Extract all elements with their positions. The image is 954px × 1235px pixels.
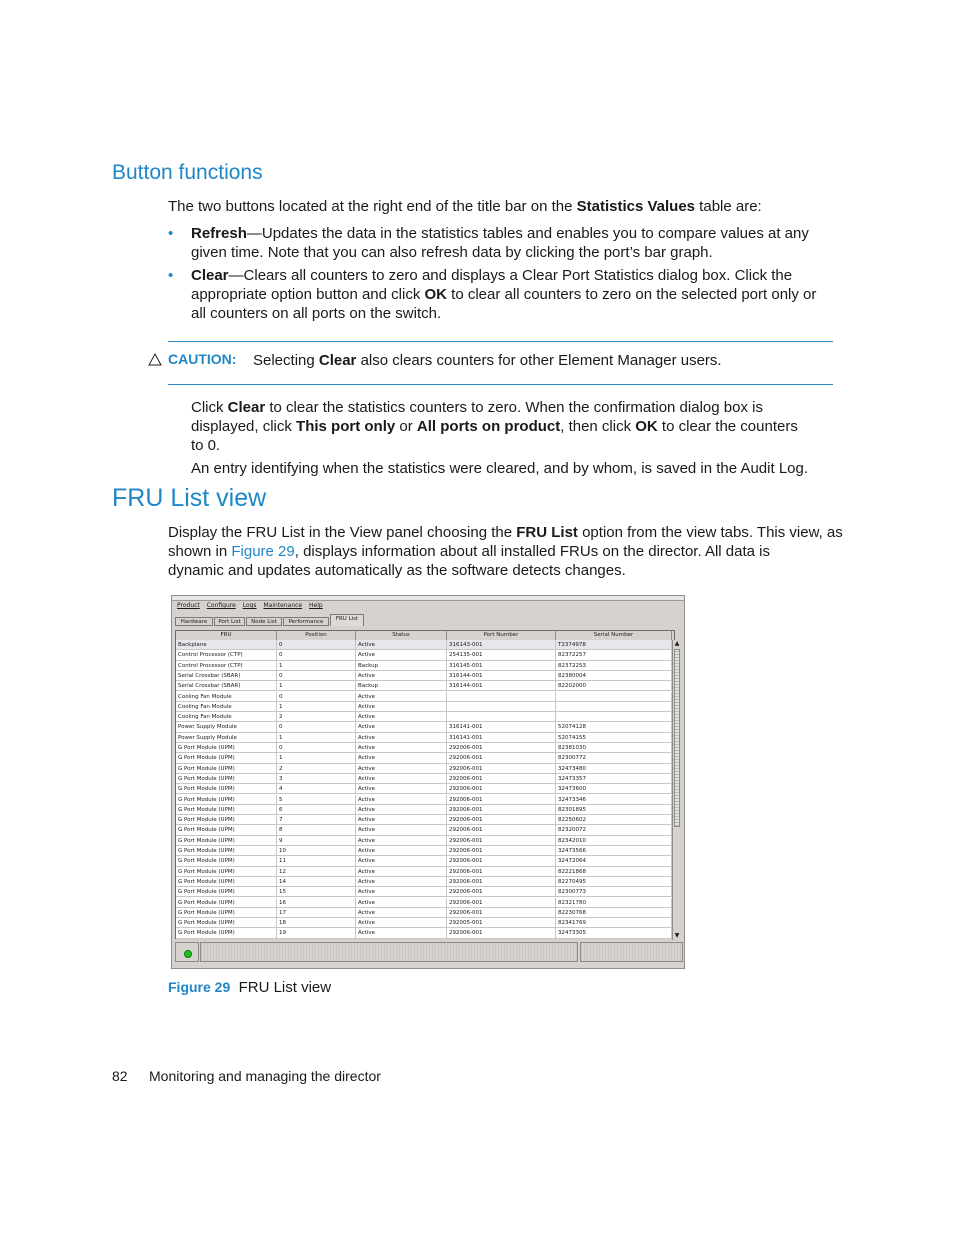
- cell-port-number: 292006-001: [447, 764, 556, 773]
- cell-status: Active: [356, 928, 447, 937]
- status-bar: [175, 942, 683, 964]
- table-row[interactable]: [176, 867, 672, 877]
- click-bold-this-port: This port only: [296, 418, 396, 435]
- cell-serial-number: 32473480: [556, 764, 672, 773]
- cell-port-number: 292006-001: [447, 846, 556, 855]
- cell-status: Active: [356, 640, 447, 649]
- cell-position: 0: [277, 650, 356, 659]
- cell-fru: Backplane: [176, 640, 277, 649]
- column-header-status[interactable]: Status: [356, 631, 447, 640]
- cell-port-number: 292006-001: [447, 825, 556, 834]
- cell-position: 0: [277, 743, 356, 752]
- cell-position: 0: [277, 640, 356, 649]
- cell-fru: G Port Module (UPM): [176, 877, 277, 886]
- cell-position: 9: [277, 836, 356, 845]
- column-header-port-number[interactable]: Port Number: [447, 631, 556, 640]
- cell-position: 18: [277, 918, 356, 927]
- table-row[interactable]: [176, 722, 672, 732]
- cell-position: 0: [277, 671, 356, 680]
- status-extra-cell: [580, 942, 683, 962]
- click-text-f: to clear the counters: [657, 418, 798, 435]
- fru-intro-text-b: option from the view tabs. This view, as: [577, 524, 843, 541]
- caution-text: [253, 351, 722, 370]
- cell-serial-number: 52074128: [556, 722, 672, 731]
- cell-status: Active: [356, 918, 447, 927]
- tab-fru-list[interactable]: FRU List: [330, 614, 364, 626]
- table-row[interactable]: [176, 836, 672, 846]
- cell-fru: G Port Module (UPM): [176, 908, 277, 917]
- cell-status: Active: [356, 846, 447, 855]
- click-text-b: to clear the statistics counters to zero. When the confirmation dialog box is: [265, 399, 763, 416]
- cell-serial-number: 82321780: [556, 898, 672, 907]
- cell-status: Active: [356, 784, 447, 793]
- cell-serial-number: [556, 702, 672, 711]
- cell-port-number: 292006-001: [447, 928, 556, 937]
- figure-caption-label: Figure 29: [168, 979, 231, 995]
- cell-status: Backup: [356, 661, 447, 670]
- cell-position: 1: [277, 661, 356, 670]
- cell-port-number: 292006-001: [447, 743, 556, 752]
- cell-port-number: 292006-001: [447, 908, 556, 917]
- cell-port-number: 316144-001: [447, 681, 556, 690]
- cell-fru: Serial Crossbar (SBAR): [176, 671, 277, 680]
- cell-port-number: 316141-001: [447, 733, 556, 742]
- cell-fru: G Port Module (UPM): [176, 918, 277, 927]
- cell-position: 8: [277, 825, 356, 834]
- tab-port-list[interactable]: Port List: [214, 617, 245, 626]
- cell-port-number: 292006-001: [447, 867, 556, 876]
- cell-position: 7: [277, 815, 356, 824]
- cell-status: Active: [356, 671, 447, 680]
- figure-29-link[interactable]: Figure 29: [231, 543, 295, 560]
- fru-list-screenshot: [171, 595, 685, 969]
- cell-port-number: 292006-001: [447, 784, 556, 793]
- cell-position: 19: [277, 928, 356, 937]
- bullet-dot: •: [168, 225, 174, 242]
- cell-fru: Cooling Fan Module: [176, 692, 277, 701]
- cell-status: Active: [356, 908, 447, 917]
- scroll-up-arrow-icon[interactable]: ▲: [674, 640, 680, 647]
- cell-serial-number: 82221868: [556, 867, 672, 876]
- cell-serial-number: 82372253: [556, 661, 672, 670]
- table-row[interactable]: [176, 774, 672, 784]
- click-text-e: , then click: [560, 418, 636, 435]
- bullet-clear-ok: OK: [424, 286, 447, 303]
- cell-serial-number: 82372257: [556, 650, 672, 659]
- cell-fru: Control Processor (CTP): [176, 650, 277, 659]
- menu-configure[interactable]: Configure: [206, 602, 236, 609]
- cell-port-number: 316143-001: [447, 640, 556, 649]
- cell-status: Backup: [356, 681, 447, 690]
- menu-maintenance[interactable]: Maintenance: [263, 602, 303, 609]
- cell-fru: G Port Module (UPM): [176, 743, 277, 752]
- cell-serial-number: 32473346: [556, 795, 672, 804]
- page-number: 82: [112, 1068, 128, 1084]
- cell-position: 12: [277, 867, 356, 876]
- table-row[interactable]: [176, 764, 672, 774]
- cell-status: Active: [356, 692, 447, 701]
- cell-position: 14: [277, 877, 356, 886]
- cell-serial-number: 82380004: [556, 671, 672, 680]
- cell-port-number: 292006-001: [447, 887, 556, 896]
- fru-intro-text: Display the FRU List in the View panel choosing the: [168, 524, 517, 541]
- cell-position: 0: [277, 692, 356, 701]
- cell-position: 1: [277, 681, 356, 690]
- bullet-clear-text-2: appropriate option button and click: [191, 286, 425, 303]
- table-row[interactable]: [176, 753, 672, 763]
- cell-status: Active: [356, 733, 447, 742]
- click-bold-clear: Clear: [227, 399, 266, 416]
- click-text-g: to 0.: [191, 437, 221, 454]
- cell-serial-number: 82381030: [556, 743, 672, 752]
- cell-serial-number: [556, 692, 672, 701]
- cell-fru: G Port Module (UPM): [176, 795, 277, 804]
- cell-position: 2: [277, 712, 356, 721]
- cell-fru: Control Processor (CTP): [176, 661, 277, 670]
- intro-text: The two buttons located at the right end of the title bar on the: [168, 198, 577, 215]
- cell-serial-number: 82300773: [556, 887, 672, 896]
- cell-position: 17: [277, 908, 356, 917]
- cell-port-number: 292006-001: [447, 898, 556, 907]
- cell-status: Active: [356, 712, 447, 721]
- cell-status: Active: [356, 774, 447, 783]
- cell-serial-number: 52074155: [556, 733, 672, 742]
- cell-port-number: 292005-001: [447, 918, 556, 927]
- menu-help[interactable]: Help: [309, 602, 323, 609]
- column-header-position[interactable]: Position: [277, 631, 356, 640]
- tab-performance[interactable]: Performance: [283, 617, 329, 626]
- cell-fru: Power Supply Module: [176, 733, 277, 742]
- click-bold-all-ports: All ports on product: [416, 418, 561, 435]
- cell-status: Active: [356, 795, 447, 804]
- cell-fru: G Port Module (UPM): [176, 887, 277, 896]
- table-row[interactable]: [176, 815, 672, 825]
- cell-status: Active: [356, 856, 447, 865]
- table-row[interactable]: [176, 640, 672, 650]
- click-clear-paragraph: [191, 398, 841, 455]
- table-row[interactable]: [176, 928, 672, 938]
- table-row[interactable]: [176, 784, 672, 794]
- cell-status: Active: [356, 805, 447, 814]
- table-row[interactable]: [176, 825, 672, 835]
- cell-position: 0: [277, 722, 356, 731]
- bullet-clear-text-3: all counters on all ports on the switch.: [191, 305, 442, 322]
- cell-position: 10: [277, 846, 356, 855]
- cell-fru: Power Supply Module: [176, 722, 277, 731]
- fru-intro-text-e: dynamic and updates automatically as the software detects changes.: [168, 562, 626, 579]
- cell-serial-number: 82202000: [556, 681, 672, 690]
- intro-paragraph: [168, 197, 762, 216]
- cell-port-number: 292006-001: [447, 877, 556, 886]
- cell-port-number: 292006-001: [447, 795, 556, 804]
- table-row[interactable]: [176, 743, 672, 753]
- cell-fru: G Port Module (UPM): [176, 764, 277, 773]
- scroll-down-arrow-icon[interactable]: ▼: [674, 932, 680, 939]
- cell-fru: G Port Module (UPM): [176, 774, 277, 783]
- cell-serial-number: 82342010: [556, 836, 672, 845]
- cell-port-number: 292006-001: [447, 836, 556, 845]
- click-text-c: displayed, click: [191, 418, 297, 435]
- bullet-dot: •: [168, 267, 174, 284]
- cell-position: 11: [277, 856, 356, 865]
- fru-intro-bold: FRU List: [516, 524, 578, 541]
- table-row[interactable]: [176, 733, 672, 743]
- cell-serial-number: [556, 712, 672, 721]
- cell-serial-number: 32473305: [556, 928, 672, 937]
- cell-position: 15: [277, 887, 356, 896]
- table-row[interactable]: [176, 681, 672, 691]
- cell-port-number: 254135-001: [447, 650, 556, 659]
- vertical-scrollbar[interactable]: [672, 640, 681, 940]
- status-message-cell: [200, 942, 578, 962]
- table-row[interactable]: [176, 805, 672, 815]
- cell-serial-number: 82301895: [556, 805, 672, 814]
- table-row[interactable]: [176, 846, 672, 856]
- cell-position: 1: [277, 702, 356, 711]
- table-row[interactable]: [176, 908, 672, 918]
- menu-logs[interactable]: Logs: [242, 602, 257, 609]
- cell-port-number: 316144-001: [447, 671, 556, 680]
- footer-text: Monitoring and managing the director: [149, 1068, 381, 1084]
- table-row[interactable]: [176, 650, 672, 660]
- menu-product[interactable]: Product: [177, 602, 200, 609]
- cell-port-number: 316141-001: [447, 722, 556, 731]
- click-bold-ok: OK: [635, 418, 658, 435]
- cell-position: 5: [277, 795, 356, 804]
- caution-label: CAUTION:: [168, 351, 237, 367]
- cell-fru: G Port Module (UPM): [176, 784, 277, 793]
- cell-port-number: 292006-001: [447, 815, 556, 824]
- cell-status: Active: [356, 815, 447, 824]
- fru-intro-text-d: , displays information about all installed FRUs on the director. All data is: [294, 543, 770, 560]
- intro-text-end: table are:: [695, 198, 762, 215]
- cell-status: Active: [356, 722, 447, 731]
- table-row[interactable]: [176, 692, 672, 702]
- bullet-refresh-term: Refresh: [191, 225, 247, 242]
- cell-status: Active: [356, 753, 447, 762]
- cell-status: Active: [356, 825, 447, 834]
- cell-fru: G Port Module (UPM): [176, 815, 277, 824]
- bullet-clear-text: —Clears all counters to zero and displays a Clear Port Statistics dialog box. Click the: [228, 267, 793, 284]
- caution-text-pre: Selecting: [253, 352, 319, 369]
- table-row[interactable]: [176, 661, 672, 671]
- bullet-clear: [168, 266, 848, 323]
- cell-position: 1: [277, 733, 356, 742]
- cell-fru: G Port Module (UPM): [176, 805, 277, 814]
- cell-status: Active: [356, 702, 447, 711]
- intro-bold: Statistics Values: [576, 198, 696, 215]
- cell-position: 1: [277, 753, 356, 762]
- cell-serial-number: 82230768: [556, 908, 672, 917]
- cell-status: Active: [356, 898, 447, 907]
- green-status-dot-icon: [184, 950, 192, 958]
- cell-serial-number: 32473600: [556, 784, 672, 793]
- warning-triangle-icon: [148, 353, 162, 366]
- cell-serial-number: 82300772: [556, 753, 672, 762]
- caution-top-rule: [168, 341, 833, 342]
- cell-status: Active: [356, 867, 447, 876]
- table-row[interactable]: [176, 795, 672, 805]
- bullet-clear-term: Clear: [191, 267, 229, 284]
- cell-position: 3: [277, 774, 356, 783]
- cell-position: 2: [277, 764, 356, 773]
- cell-fru: Serial Crossbar (SBAR): [176, 681, 277, 690]
- bullet-refresh: [168, 224, 848, 262]
- menu-bar: [172, 600, 684, 612]
- cell-serial-number: 82250602: [556, 815, 672, 824]
- cell-fru: G Port Module (UPM): [176, 928, 277, 937]
- cell-status: Active: [356, 877, 447, 886]
- cell-status: Active: [356, 764, 447, 773]
- audit-log-paragraph: An entry identifying when the statistics were cleared, and by whom, is saved in the Audit Log.: [191, 460, 809, 477]
- fru-intro-text-c: shown in: [168, 543, 232, 560]
- cell-fru: Cooling Fan Module: [176, 702, 277, 711]
- table-row[interactable]: [176, 898, 672, 908]
- cell-serial-number: 32472064: [556, 856, 672, 865]
- fru-intro-paragraph: [168, 523, 848, 580]
- cell-fru: G Port Module (UPM): [176, 898, 277, 907]
- cell-serial-number: 82270495: [556, 877, 672, 886]
- figure-caption-text: FRU List view: [238, 979, 332, 996]
- figure-caption: [168, 979, 331, 996]
- cell-serial-number: 32473357: [556, 774, 672, 783]
- cell-fru: G Port Module (UPM): [176, 825, 277, 834]
- bullet-refresh-text: —Updates the data in the statistics tables and enables you to compare values at any: [246, 225, 809, 242]
- click-text: Click: [191, 399, 228, 416]
- cell-port-number: 292006-001: [447, 856, 556, 865]
- table-row[interactable]: [176, 877, 672, 887]
- cell-fru: G Port Module (UPM): [176, 856, 277, 865]
- cell-status: Active: [356, 836, 447, 845]
- cell-port-number: [447, 712, 556, 721]
- cell-position: 16: [277, 898, 356, 907]
- cell-status: Active: [356, 743, 447, 752]
- click-text-d: or: [395, 418, 417, 435]
- table-row[interactable]: [176, 671, 672, 681]
- caution-bold: Clear: [318, 352, 357, 369]
- section-heading-fru-list-view: FRU List view: [112, 484, 267, 512]
- cell-port-number: [447, 692, 556, 701]
- bullet-clear-text-2b: to clear all counters to zero on the selected port only or: [447, 286, 817, 303]
- status-indicator-cell: [175, 942, 199, 962]
- cell-fru: G Port Module (UPM): [176, 753, 277, 762]
- table-row[interactable]: [176, 712, 672, 722]
- fru-table: [175, 630, 680, 939]
- tab-hardware[interactable]: Hardware: [175, 617, 213, 626]
- cell-position: 4: [277, 784, 356, 793]
- cell-port-number: [447, 702, 556, 711]
- section-heading-button-functions: Button functions: [112, 161, 263, 184]
- cell-port-number: 292006-001: [447, 805, 556, 814]
- table-row[interactable]: [176, 702, 672, 712]
- cell-port-number: 316145-001: [447, 661, 556, 670]
- cell-position: 6: [277, 805, 356, 814]
- table-row[interactable]: [176, 856, 672, 866]
- cell-status: Active: [356, 650, 447, 659]
- cell-serial-number: 32473566: [556, 846, 672, 855]
- scrollbar-thumb[interactable]: [674, 649, 680, 827]
- cell-fru: G Port Module (UPM): [176, 867, 277, 876]
- column-header-fru[interactable]: FRU: [176, 631, 277, 640]
- cell-port-number: 292006-001: [447, 753, 556, 762]
- cell-fru: G Port Module (UPM): [176, 846, 277, 855]
- caution-text-post: also clears counters for other Element Manager users.: [356, 352, 722, 369]
- bullet-refresh-text-2: given time. Note that you can also refresh data by clicking the port’s bar graph.: [191, 244, 713, 261]
- caution-bottom-rule: [168, 384, 833, 385]
- column-header-serial-number[interactable]: Serial Number: [556, 631, 672, 640]
- table-row[interactable]: [176, 887, 672, 897]
- cell-fru: Cooling Fan Module: [176, 712, 277, 721]
- tab-node-list[interactable]: Node List: [246, 617, 282, 626]
- cell-port-number: 292006-001: [447, 774, 556, 783]
- cell-serial-number: 82341769: [556, 918, 672, 927]
- cell-serial-number: T2374978: [556, 640, 672, 649]
- table-row[interactable]: [176, 918, 672, 928]
- cell-fru: G Port Module (UPM): [176, 836, 277, 845]
- cell-status: Active: [356, 887, 447, 896]
- cell-serial-number: 82320072: [556, 825, 672, 834]
